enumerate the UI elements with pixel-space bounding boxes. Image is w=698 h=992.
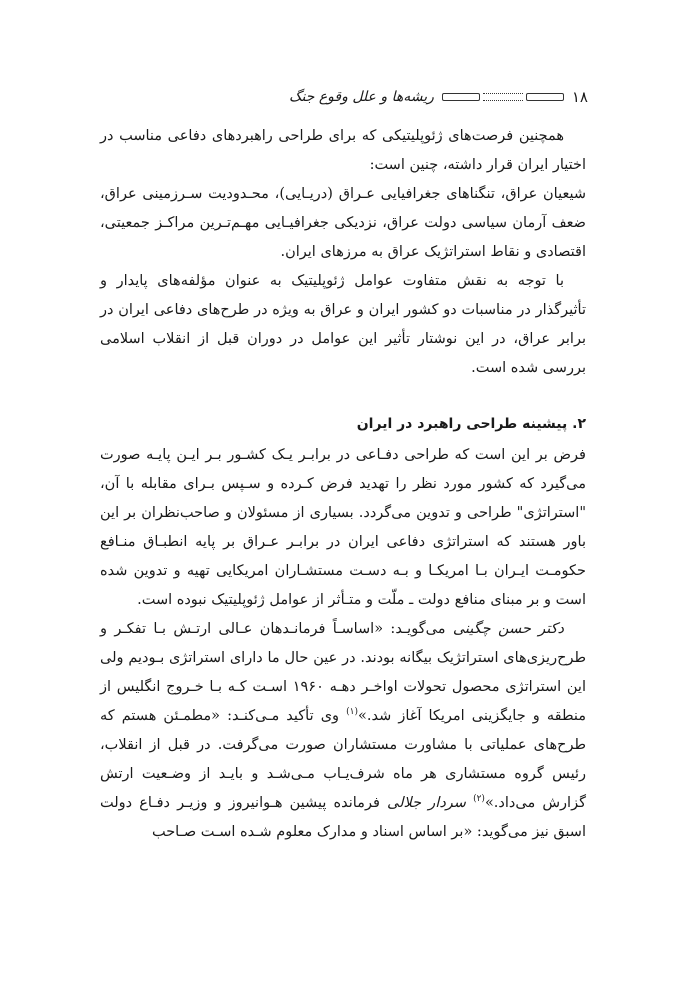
body-text [100, 122, 586, 847]
header-ornament [442, 93, 564, 101]
running-title: ریشه‌ها و علل وقوع جنگ [288, 89, 434, 105]
paragraph-geopolitical-factors: با توجه به نقش متفاوت عوامل ژئوپلیتیک به عنوان مؤلفه‌های پایدار و تأثیرگذار در مناسبات دو کشور ایران و عراق به ویژه در طرح‌های دفاعی ایران در برابر عراق، در این نوشتار تأثیر این عوامل در دوران قبل از انقلاب اسلامی بررسی شده است. [100, 273, 586, 376]
quote-text: وی تأکید مـی‌کنـد: «مطمـئن هستم که طرح‌های عملیاتی با مشاورت مستشاران صورت می‌گرفت. در قبل از انقلاب، رئیس گروه مستشاری هر ماه شرف‌یـاب مـی‌شـد و بایـد از وضـعیت ارتش گزارش می‌داد.» [100, 708, 586, 811]
footnote-ref: (۲) [473, 794, 485, 805]
paragraph-quotes [100, 615, 586, 847]
paragraph-opportunities: همچنین فرصت‌های ژئوپلیتیکی که برای طراحی راهبردهای دفاعی مناسب در اختیار ایران قرار داشته، چنین است: [100, 128, 586, 173]
ornament-dots [483, 93, 523, 101]
page-number: ۱۸ [571, 88, 588, 106]
person-name: دکتر حسن چگینی [452, 621, 564, 637]
section-heading: ۲. پیشینه طراحی راهبرد در ایران [356, 416, 586, 432]
paragraph-opportunity-list: شیعیان عراق، تنگناهای جغرافیایی عـراق (دریـایی)، محـدودیت سـرزمینی عراق، ضعف آرمان سیاسی دولت عراق، نزدیکی جغرافیـایی مهـم‌تـرین مراکـز جمعیتی، اقتصادی و نقاط استراتژیک عراق به مرزهای ایران. [100, 186, 586, 260]
paragraph-strategy-assumption: فرض بر این است که طراحی دفـاعی در برابـر یـک کشـور بـر ایـن پایـه صورت می‌گیرد که کشور مورد نظر را تهدید فرض کـرده و سـپس بـرای مقابله با آن، "استراتژی" طراحی و تدوین می‌گردد. بسیاری از مسئولان و صاحب‌نظران بر این باور هستند که استراتژی دفاعی ایران در برابـر عـراق بر پایه انطبـاق منـافع حکومـت ایـران بـا امریکـا و بـه دسـت مستشـاران امریکایی تهیه و تدوین شده است و بر مبنای منافع دولت ـ ملّت و متـأثر از عوامل ژئوپلیتیک نبوده است. [100, 447, 586, 608]
footnote-ref: (۱) [346, 707, 359, 718]
running-header [84, 86, 588, 108]
ornament-box-right [442, 93, 480, 101]
ornament-box-left [526, 93, 564, 101]
person-name: سردار جلالی [387, 795, 474, 811]
quote-text: می‌گویـد: «اساسـاً فرمانـدهان عـالی ارتـش بـا تفکـر و طرح‌ریزی‌های استراتژیک بیگانه بودند. در عین حال ما دارای استراتژی بـودیم ولی این استراتژی محصول تحولات اواخـر دهـه ۱۹۶۰ اسـت کـه بـا خـروج انگلیس از منطقه و جایگزینی امریکا آغاز شد.» [100, 621, 586, 724]
quote-text: فرمانده پیشین هـوانیروز و وزیـر دفـاع دولت اسبق نیز می‌گوید: «بر اساس اسناد و مدارک معلوم شـده اسـت صـاحب [100, 795, 586, 840]
